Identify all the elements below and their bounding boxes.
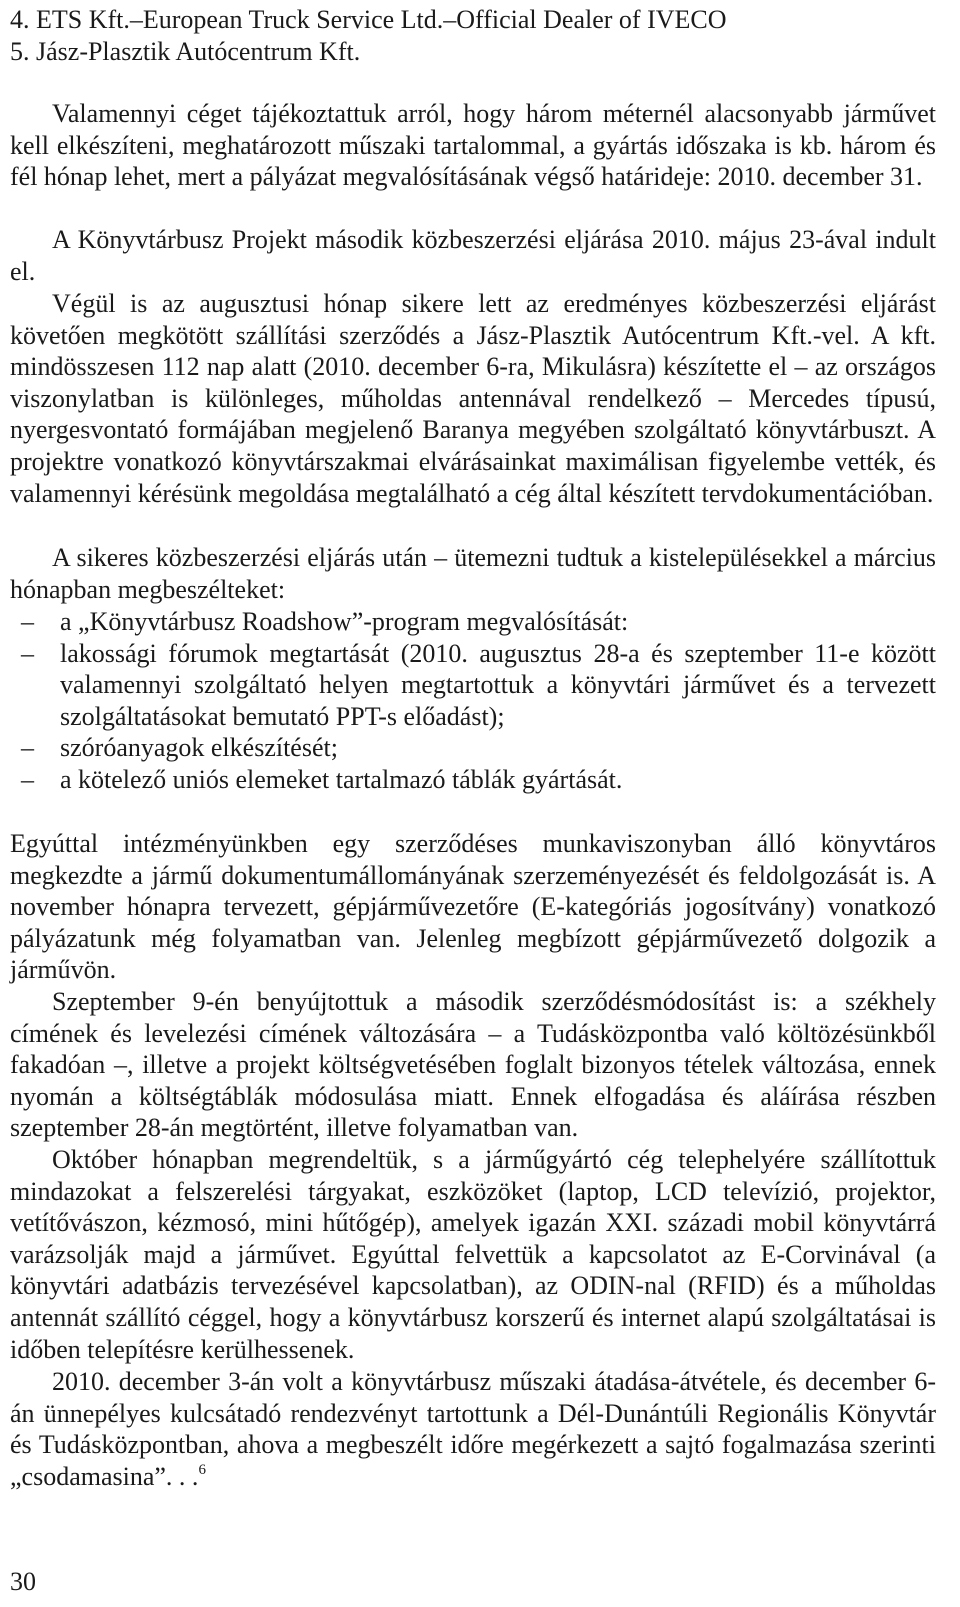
paragraph bbox=[10, 1366, 936, 1492]
list-item bbox=[10, 638, 936, 733]
dash-marker: – bbox=[21, 607, 34, 636]
dash-marker: – bbox=[21, 764, 34, 794]
list-item-text: a kötelező uniós elemeket tartalmazó táblák gyártását. bbox=[60, 764, 623, 794]
paragraph: Október hónapban megrendeltük, s a járműgyártó cég telephelyére szállítottuk mindazokat a felszerelési tárgyakat, eszközöket (laptop, LCD televízió, projektor, vetítővászon, kézmosó, mini hűtőgép), amelyek igazán XXI. századi mobil könyvtárrá varázsolják majd a járművet. Egyúttal felvettük a kapcsolatot az E-Corvinával (a könyvtári adatbázis tervezésével kapcsolatban), az ODIN-nal (RFID) és a műholdas antennát szállító céggel, hogy a könyvtárbusz korszerű és internet alapú szolgáltatásai is időben telepítésre kerülhessenek. bbox=[10, 1145, 936, 1364]
list-item bbox=[10, 764, 936, 796]
page-number: 30 bbox=[10, 1567, 36, 1596]
paragraph-text: 2010. december 3-án volt a könyvtárbusz műszaki átadása-átvétele, és december 6-án ünnepélyes kulcsátadó rendezvényt tartottunk a Dél-Dunántúli Regionális Könyvtár és Tudásközpontban, ahova a megbeszélt időre megérkezett a sajtó fogalmazása szerinti „csodamasina”. . . bbox=[10, 1367, 936, 1491]
list-item: 4. ETS Kft.–European Truck Service Ltd.–Official Dealer of IVECO bbox=[10, 5, 727, 34]
paragraph: Végül is az augusztusi hónap sikere lett az eredményes közbeszerzési eljárást követően megkötött szállítási szerződés a Jász-Plasztik Autócentrum Kft.-vel. A kft. mindösszesen 112 nap alatt (2010. december 6-ra, Mikulásra) készítette el – az országos viszonylatban is különleges, műholdas antennával rendelkező – Mercedes típusú, nyergesvontató formájában megjelenő Baranya megyében szolgáltató könyvtárbuszt. A projektre vonatkozó könyvtárszakmai elvárásainkat maximálisan figyelembe vették, és valamennyi kérésünk megoldása megtalálható a cég által készített tervdokumentációban. bbox=[10, 289, 936, 508]
list-item bbox=[10, 732, 936, 764]
footnote-marker: 6 bbox=[198, 1461, 206, 1478]
dash-marker: – bbox=[21, 733, 34, 763]
paragraph: A sikeres közbeszerzési eljárás után – ütemezni tudtuk a kistelepülésekkel a március hónapban megbeszélteket: bbox=[10, 543, 936, 604]
list-item: 5. Jász-Plasztik Autócentrum Kft. bbox=[10, 36, 361, 66]
paragraph: Egyúttal intézményünkben egy szerződéses munkaviszonyban álló könyvtáros megkezdte a jármű dokumentumállományának szerzeményezését és feldolgozását is. A november hónapra tervezett, gépjárművezetőre (E-kategóriás jogosítvány) vonatkozó pályázatunk még folyamatban van. Jelenleg megbízott gépjárművezető dolgozik a járművön. bbox=[10, 829, 936, 985]
bullet-list bbox=[10, 606, 936, 796]
list-item bbox=[10, 606, 936, 638]
list-item-text: a „Könyvtárbusz Roadshow”-program megvalósítását: bbox=[60, 607, 629, 636]
intro-list bbox=[10, 4, 936, 67]
paragraph: A Könyvtárbusz Projekt második közbeszerzési eljárása 2010. május 23-ával indult el. bbox=[10, 225, 936, 286]
dash-marker: – bbox=[21, 638, 34, 668]
list-item-text: lakossági fórumok megtartását (2010. augusztus 28-a és szeptember 11-e között valamennyi szolgáltató helyen megtartottuk a könyvtári járművet és a tervezett szolgáltatásokat bemutató PPT-s előadást); bbox=[60, 638, 936, 731]
list-item-text: szóróanyagok elkészítését; bbox=[60, 733, 338, 763]
paragraph: Szeptember 9-én benyújtottuk a második szerződésmódosítást is: a székhely címének és levelezési címének változására – a Tudásközpontba való költözésünkből fakadóan –, illetve a projekt költségvetésében foglalt bizonyos tételek változása, ennek nyomán a költségtáblák módosulása miatt. Ennek elfogadása és aláírása részben szeptember 28-án megtörtént, illetve folyamatban van. bbox=[10, 987, 936, 1143]
paragraph: Valamennyi céget tájékoztattuk arról, hogy három méternél alacsonyabb járművet kell elkészíteni, meghatározott műszaki tartalommal, a gyártás időszaka is kb. három és fél hónap lehet, mert a pályázat megvalósításának végső határideje: 2010. december 31. bbox=[10, 99, 936, 192]
